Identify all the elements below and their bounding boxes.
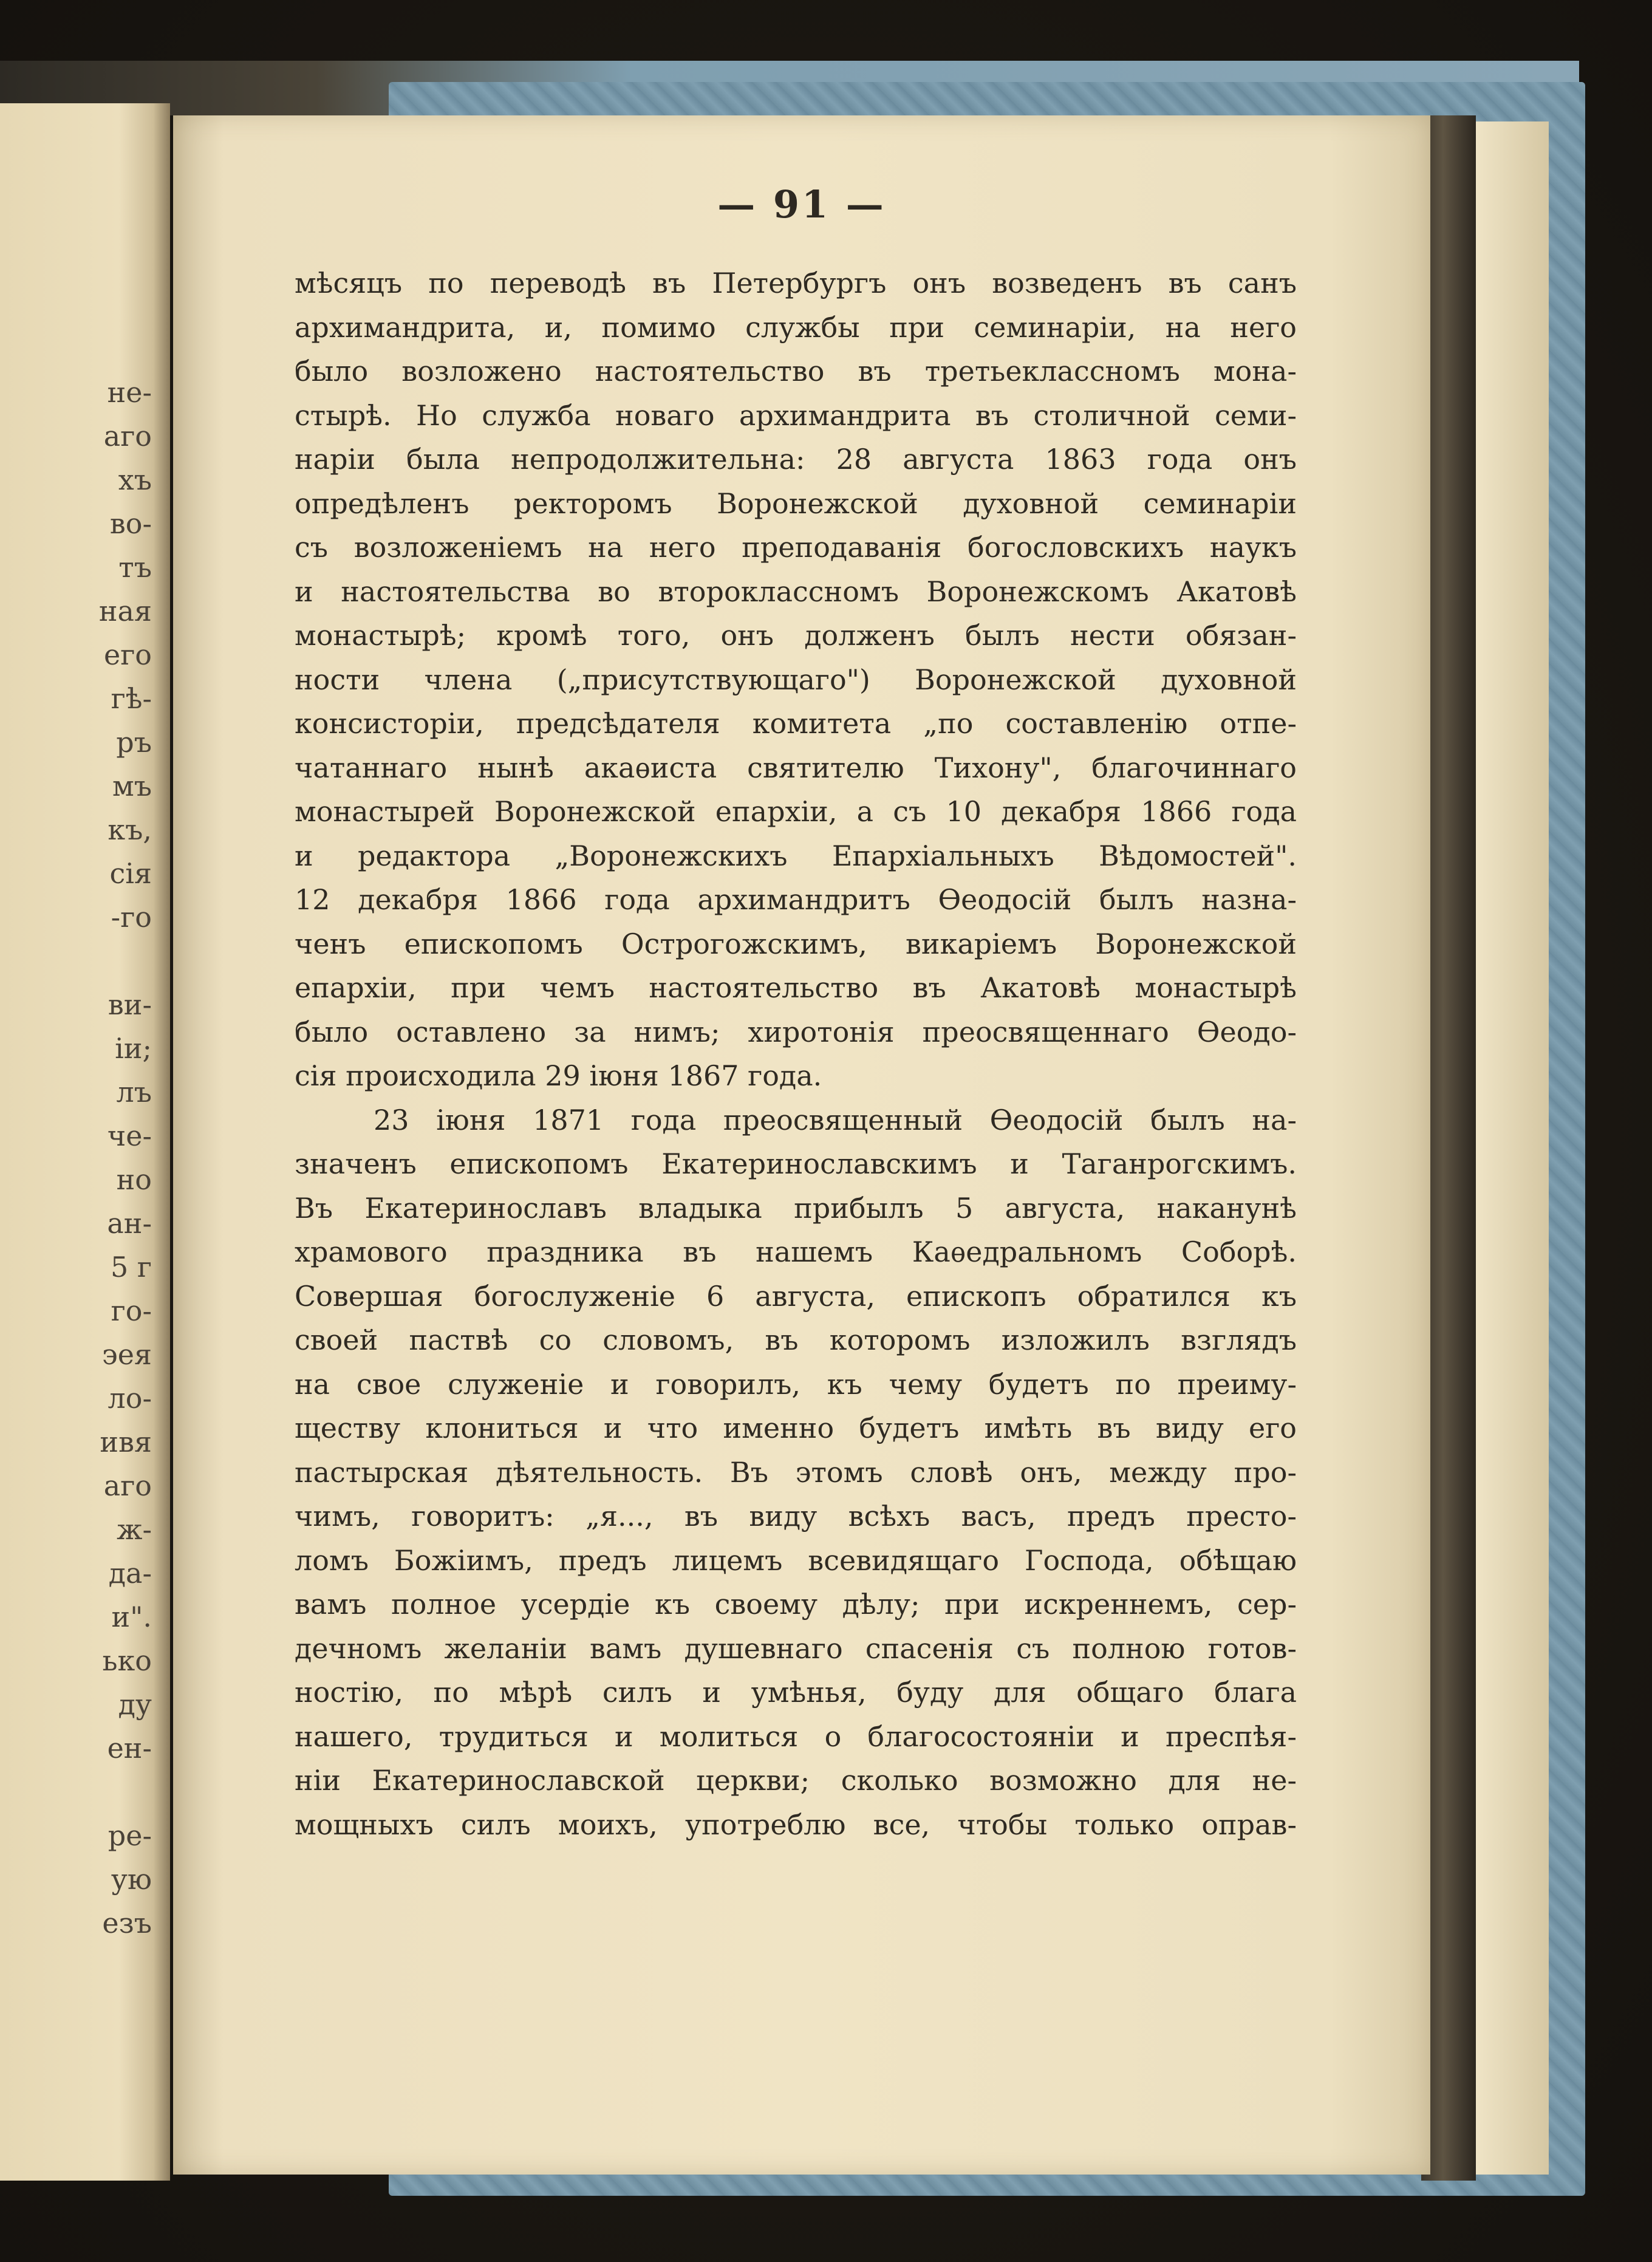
- left-page-fragment: ло-: [108, 1382, 152, 1415]
- left-page-fragment: аго: [103, 420, 152, 453]
- text-line: и настоятельства во второклассномъ Воронежскомъ Акатовѣ: [295, 575, 1297, 608]
- left-page-fragment: но: [116, 1163, 152, 1196]
- text-line: ніи Екатеринославской церкви; сколько возможно для не-: [295, 1764, 1297, 1797]
- left-page-fragment: сія: [109, 857, 152, 890]
- text-line: ломъ Божіимъ, предъ лицемъ всевидящаго Господа, обѣщаю: [295, 1543, 1297, 1577]
- left-page-fragment: [0, 1770, 152, 1814]
- left-page-fragment: лъ: [116, 1076, 152, 1109]
- left-page-fragment: ивя: [100, 1426, 152, 1458]
- body-text: [295, 261, 1297, 1847]
- left-page-fragment: ж-: [117, 1513, 152, 1546]
- text-line: опредѣленъ ректоромъ Воронежской духовной семинаріи: [295, 487, 1297, 520]
- left-page-fragment: 5 г: [111, 1251, 152, 1283]
- text-line: монастырей Воронежской епархіи, а съ 10 декабря 1866 года: [295, 795, 1297, 828]
- left-page-fragment: къ,: [108, 813, 152, 846]
- text-line: сія происходила 29 іюня 1867 года.: [295, 1059, 822, 1092]
- left-page-fragment: аго: [103, 1469, 152, 1502]
- text-line: 23 іюня 1871 года преосвященный Ѳеодосій былъ на-: [374, 1103, 1297, 1136]
- left-page-fragment: не-: [107, 376, 152, 409]
- text-line: мощныхъ силъ моихъ, употреблю все, чтобы только оправ-: [295, 1808, 1297, 1841]
- left-page-fragment: іи;: [115, 1032, 152, 1065]
- text-line: мѣсяцъ по переводѣ въ Петербургъ онъ возведенъ въ санъ: [295, 267, 1297, 299]
- text-line: было оставлено за нимъ; хиротонія преосвященнаго Ѳеодо-: [295, 1015, 1297, 1048]
- text-line: вамъ полное усердіе къ своему дѣлу; при искреннемъ, сер-: [295, 1588, 1297, 1621]
- text-line: на свое служеніе и говорилъ, къ чему будетъ по преиму-: [295, 1367, 1297, 1401]
- left-page-fragment: -го: [111, 901, 152, 934]
- text-line: пастырская дѣятельность. Въ этомъ словѣ онъ, между про-: [295, 1455, 1297, 1489]
- left-page-fragment: ен-: [107, 1732, 152, 1765]
- text-line: Въ Екатеринославъ владыка прибылъ 5 августа, наканунѣ: [295, 1191, 1297, 1225]
- text-line: значенъ епископомъ Екатеринославскимъ и Таганрогскимъ.: [295, 1147, 1297, 1180]
- text-line: дечномъ желаніи вамъ душевнаго спасенія съ полною готов-: [295, 1632, 1297, 1665]
- left-page-fragment: [0, 939, 152, 983]
- text-line: архимандрита, и, помимо службы при семинаріи, на него: [295, 310, 1297, 344]
- text-line: ностію, по мѣрѣ силъ и умѣнья, буду для общаго блага: [295, 1676, 1297, 1709]
- left-page-fragment: эея: [101, 1338, 152, 1371]
- text-line: консисторіи, предсѣдателя комитета „по составленію отпе-: [295, 707, 1297, 740]
- text-line: было возложено настоятельство въ третьеклассномъ мона-: [295, 355, 1297, 388]
- left-page-fragment: ду: [118, 1688, 152, 1721]
- text-line: стырѣ. Но служба новаго архимандрита въ столичной семи-: [295, 398, 1297, 432]
- left-page-fragment: да-: [108, 1557, 152, 1590]
- text-line: наріи была непродолжительна: 28 августа 1863 года онъ: [295, 443, 1297, 476]
- text-line: епархіи, при чемъ настоятельство въ Акатовѣ монастырѣ: [295, 971, 1297, 1004]
- left-page-fragment: ько: [102, 1644, 152, 1677]
- left-page-fragment: и".: [111, 1601, 152, 1633]
- text-line: нашего, трудиться и молиться о благосостояніи и преспѣя-: [295, 1720, 1297, 1753]
- left-page-fragment: во-: [109, 507, 152, 540]
- left-page-fragment: его: [103, 638, 152, 671]
- text-line: ществу клониться и что именно будетъ имѣть въ виду его: [295, 1412, 1297, 1444]
- text-line: чимъ, говоритъ: „я..., въ виду всѣхъ васъ, предъ престо-: [295, 1500, 1297, 1532]
- text-line: ченъ епископомъ Острогожскимъ, викаріемъ Воронежской: [295, 927, 1297, 960]
- left-page-fragment: ую: [111, 1863, 152, 1896]
- left-page-text-fragments: [0, 371, 152, 1945]
- text-line: чатаннаго нынѣ акаѳиста святителю Тихону", благочиннаго: [295, 751, 1297, 784]
- text-line: своей паствѣ со словомъ, въ которомъ изложилъ взглядъ: [295, 1324, 1297, 1356]
- left-page-fragment: мъ: [112, 770, 152, 802]
- text-line: 12 декабря 1866 года архимандритъ Ѳеодосій былъ назна-: [295, 883, 1297, 916]
- text-line: съ возложеніемъ на него преподаванія богословскихъ наукъ: [295, 531, 1297, 564]
- left-page-fragment: гѣ-: [111, 682, 152, 715]
- text-line: и редактора „Воронежскихъ Епархіальныхъ Вѣдомостей".: [295, 839, 1297, 872]
- left-page-fragment: хъ: [118, 463, 152, 496]
- text-line: монастырѣ; кромѣ того, онъ долженъ былъ нести обязан-: [295, 619, 1297, 652]
- page-number: — 91 —: [717, 182, 886, 227]
- book-page: [173, 115, 1430, 2175]
- left-page-fragment: езъ: [102, 1907, 152, 1939]
- text-line: ности члена („присутствующаго") Воронежской духовной: [295, 663, 1297, 696]
- left-facing-page: [0, 103, 170, 2181]
- text-line: храмового праздника въ нашемъ Каѳедральномъ Соборѣ.: [295, 1235, 1297, 1268]
- left-page-fragment: ръ: [116, 726, 152, 759]
- left-page-fragment: че-: [107, 1119, 152, 1152]
- left-page-fragment: ан-: [107, 1207, 152, 1240]
- left-page-fragment: го-: [111, 1294, 152, 1327]
- left-page-fragment: тъ: [118, 551, 152, 584]
- left-page-fragment: ная: [98, 595, 152, 627]
- left-page-fragment: ви-: [108, 988, 152, 1021]
- text-line: Совершая богослуженіе 6 августа, епископъ обратился къ: [295, 1279, 1297, 1313]
- left-page-fragment: ре-: [108, 1819, 152, 1852]
